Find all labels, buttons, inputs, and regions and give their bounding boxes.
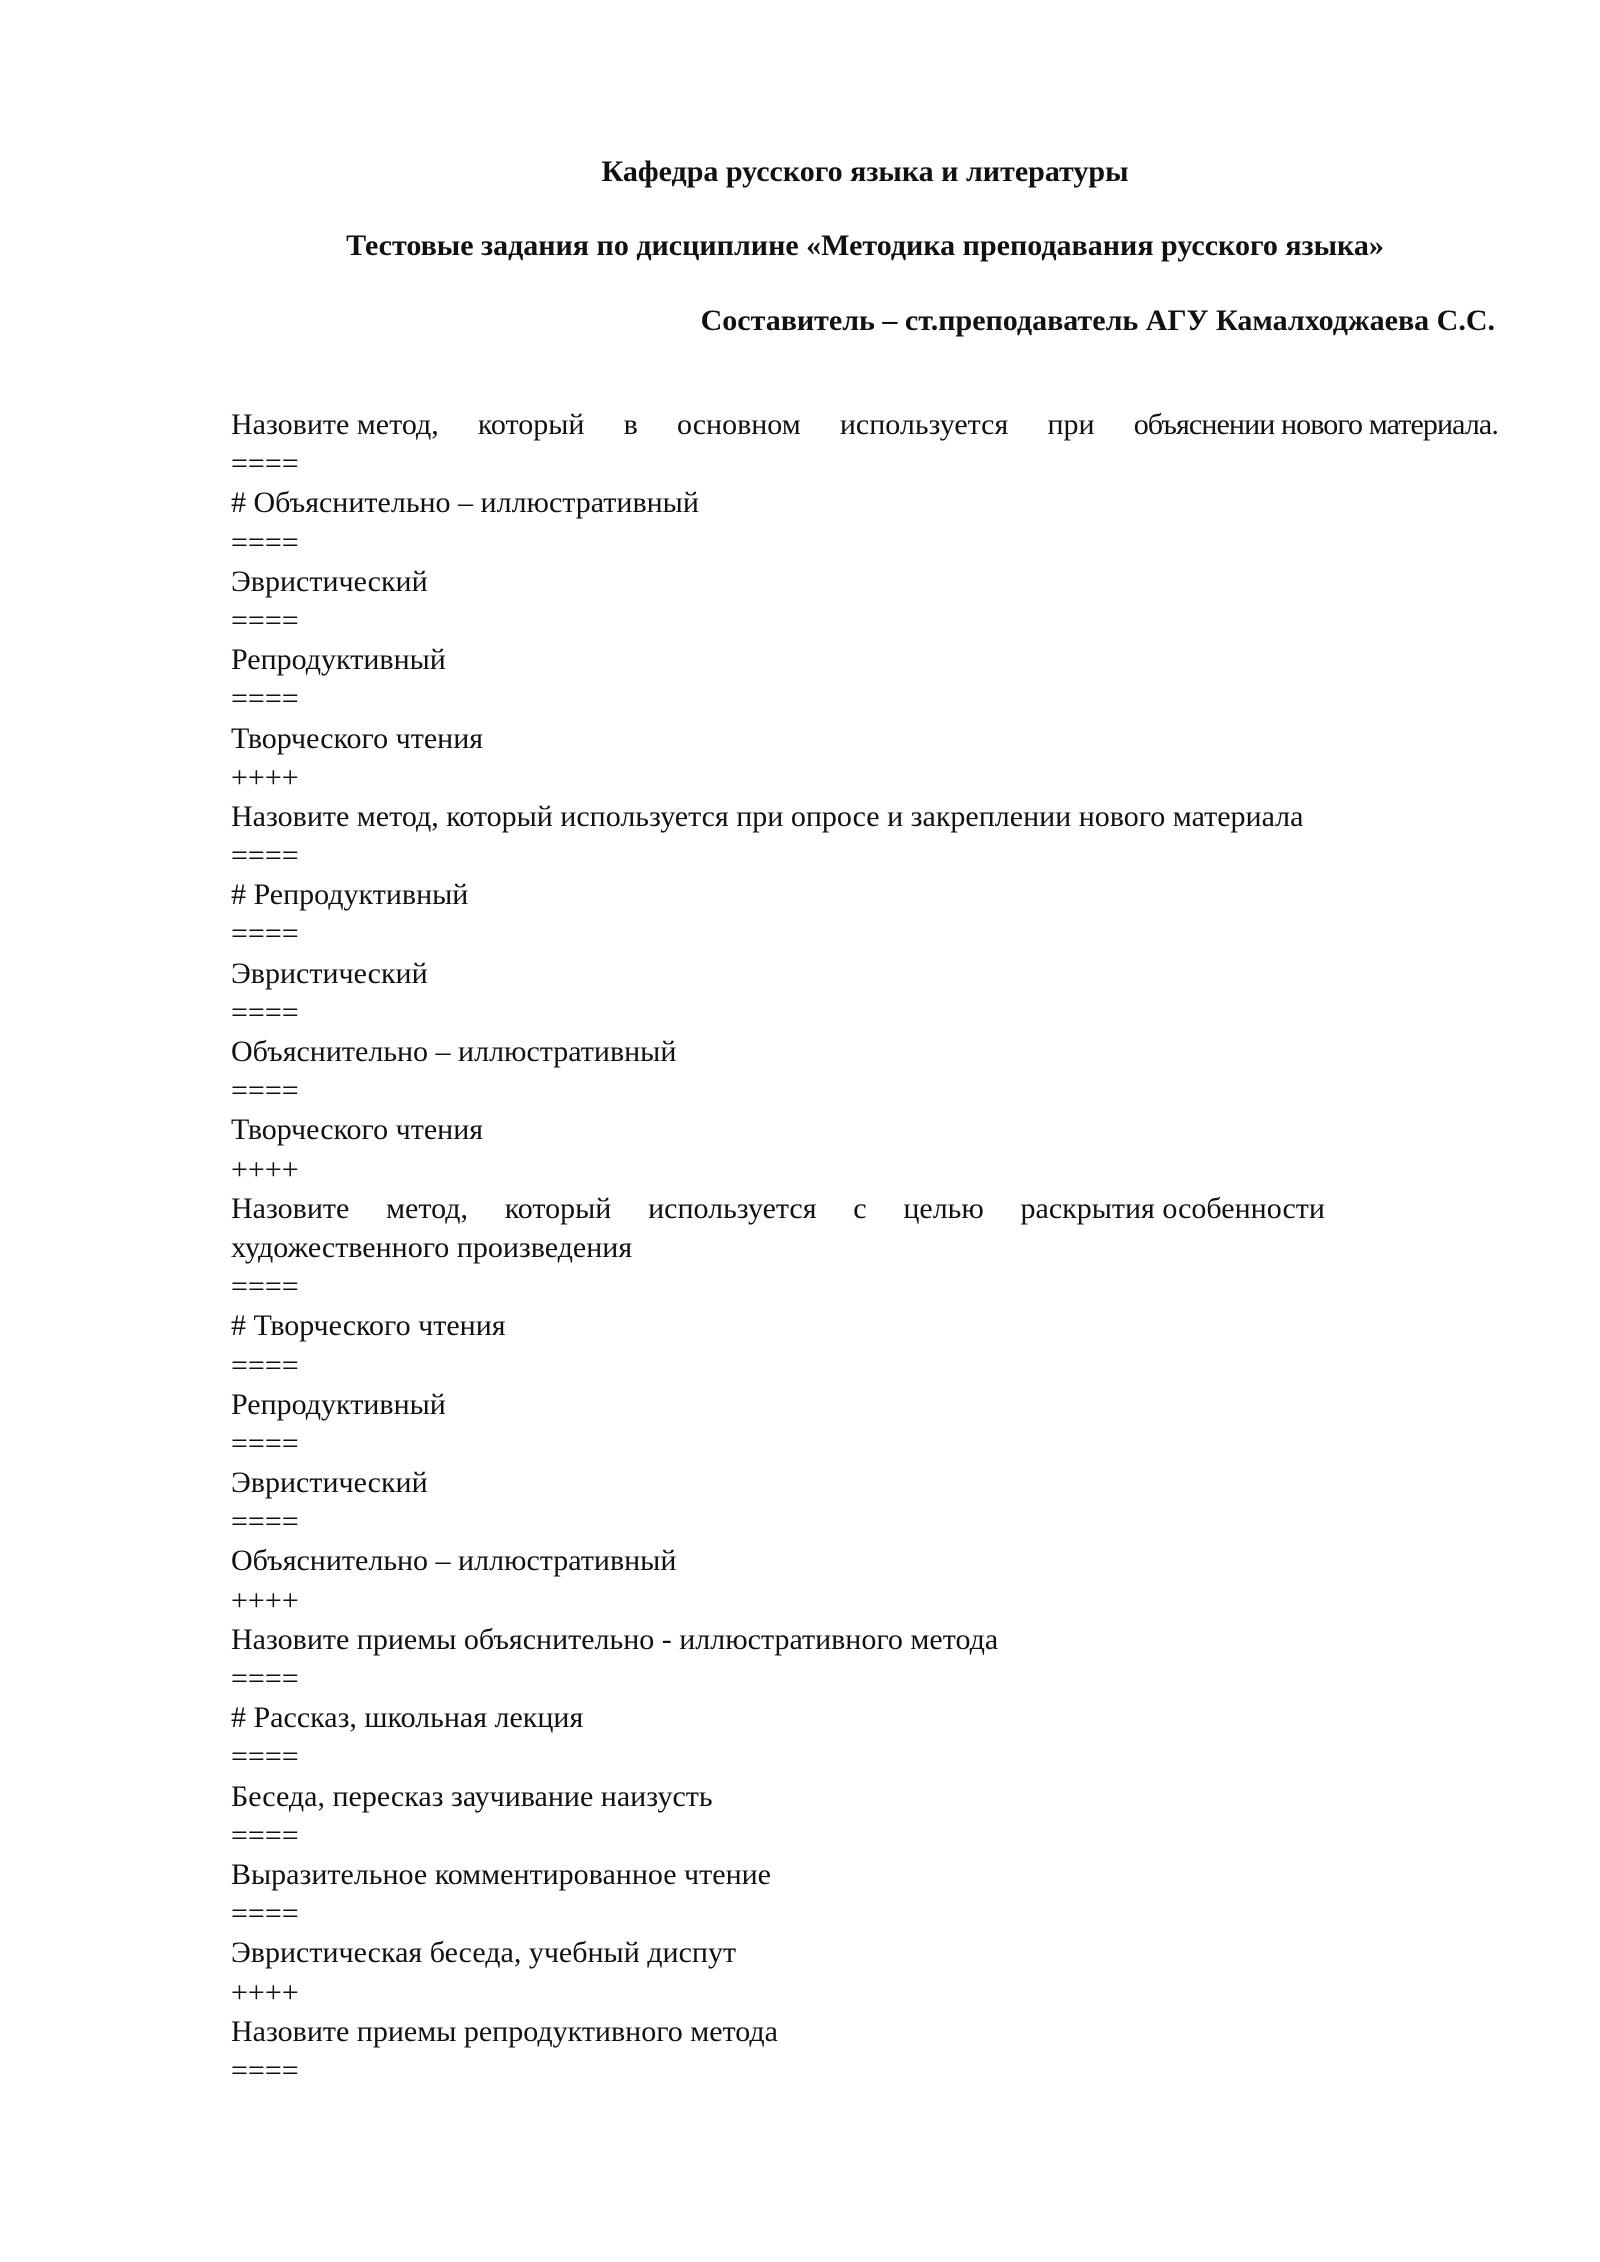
- question-3-answer: Репродуктивный: [231, 1387, 446, 1421]
- question-4-answer: Эвристическая беседа, учебный диспут: [231, 1936, 737, 1970]
- author-line: Составитель – ст.преподаватель АГУ Камалходжаева С.С.: [700, 304, 1495, 337]
- question-word: раскрытия особенности: [1020, 1191, 1325, 1225]
- question-word: используется: [839, 408, 1009, 441]
- question-2-answer: Объяснительно – иллюстративный: [231, 1035, 677, 1068]
- question-word: Назовите: [231, 1191, 350, 1225]
- question-3-text-line2: художественного произведения: [231, 1230, 633, 1264]
- answer-separator: ====: [231, 1818, 299, 1852]
- question-word: объяснении нового материала.: [1133, 408, 1498, 441]
- question-word: в: [623, 408, 638, 441]
- question-separator: ++++: [231, 1152, 299, 1186]
- tests-title: Тестовые задания по дисциплине «Методика преподавания русского языка»: [346, 229, 1384, 262]
- question-separator: ++++: [231, 1583, 299, 1617]
- question-3-text: [231, 1189, 1325, 1228]
- answer-separator: ====: [231, 525, 299, 559]
- question-separator: ++++: [231, 1975, 299, 2009]
- question-word: используется: [648, 1191, 817, 1225]
- answer-separator: ====: [231, 1662, 299, 1695]
- question-3-answer: Объяснительно – иллюстративный: [231, 1544, 677, 1578]
- answer-separator: ====: [231, 1270, 299, 1304]
- question-3-answer: Эвристический: [231, 1466, 428, 1500]
- question-1-answer: Репродуктивный: [231, 643, 446, 677]
- test-questions: [231, 405, 1501, 2090]
- answer-separator: ====: [231, 1074, 299, 1108]
- question-1-text: [231, 405, 1498, 444]
- answer-separator: ====: [231, 839, 299, 873]
- question-2-answer-correct: # Репродуктивный: [231, 878, 469, 912]
- answer-separator: ====: [231, 682, 299, 716]
- question-2-answer: Творческого чтения: [231, 1113, 484, 1147]
- question-2-answer: Эвристический: [231, 956, 428, 990]
- answer-separator: ====: [231, 1348, 299, 1382]
- department-title: Кафедра русского языка и литературы: [601, 155, 1129, 188]
- answer-separator: ====: [231, 1897, 299, 1931]
- answer-separator: ====: [231, 1426, 299, 1460]
- question-word: основном: [676, 408, 801, 441]
- question-4-answer: Беседа, пересказ заучивание наизусть: [231, 1779, 713, 1813]
- answer-separator: ====: [231, 995, 299, 1029]
- answer-separator: ====: [231, 1740, 299, 1774]
- answer-separator: ====: [231, 447, 299, 481]
- question-word: который: [504, 1191, 612, 1225]
- answer-separator: ====: [231, 603, 299, 637]
- answer-separator: ====: [231, 2053, 299, 2087]
- question-1-answer-correct: # Объяснительно – иллюстративный: [231, 486, 699, 520]
- question-4-text: Назовите приемы объяснительно - иллюстративного метода: [231, 1622, 999, 1656]
- question-word: целью: [903, 1191, 984, 1225]
- question-word: с: [853, 1191, 867, 1225]
- question-4-answer: Выразительное комментированное чтение: [231, 1857, 771, 1891]
- answer-separator: ====: [231, 1505, 299, 1539]
- question-separator: ++++: [231, 760, 299, 794]
- question-word: Назовите метод,: [231, 408, 439, 441]
- question-4-answer-correct: # Рассказ, школьная лекция: [231, 1701, 584, 1735]
- question-3-answer-correct: # Творческого чтения: [231, 1309, 506, 1343]
- answer-separator: ====: [231, 917, 299, 951]
- question-1-answer: Эвристический: [231, 564, 428, 598]
- question-word: который: [477, 408, 585, 441]
- question-word: при: [1047, 408, 1095, 441]
- question-5-text: Назовите приемы репродуктивного метода: [231, 2014, 778, 2048]
- question-1-answer: Творческого чтения: [231, 721, 484, 755]
- question-2-text: Назовите метод, который используется при опросе и закреплении нового материала: [231, 799, 1304, 833]
- question-word: метод,: [386, 1191, 468, 1225]
